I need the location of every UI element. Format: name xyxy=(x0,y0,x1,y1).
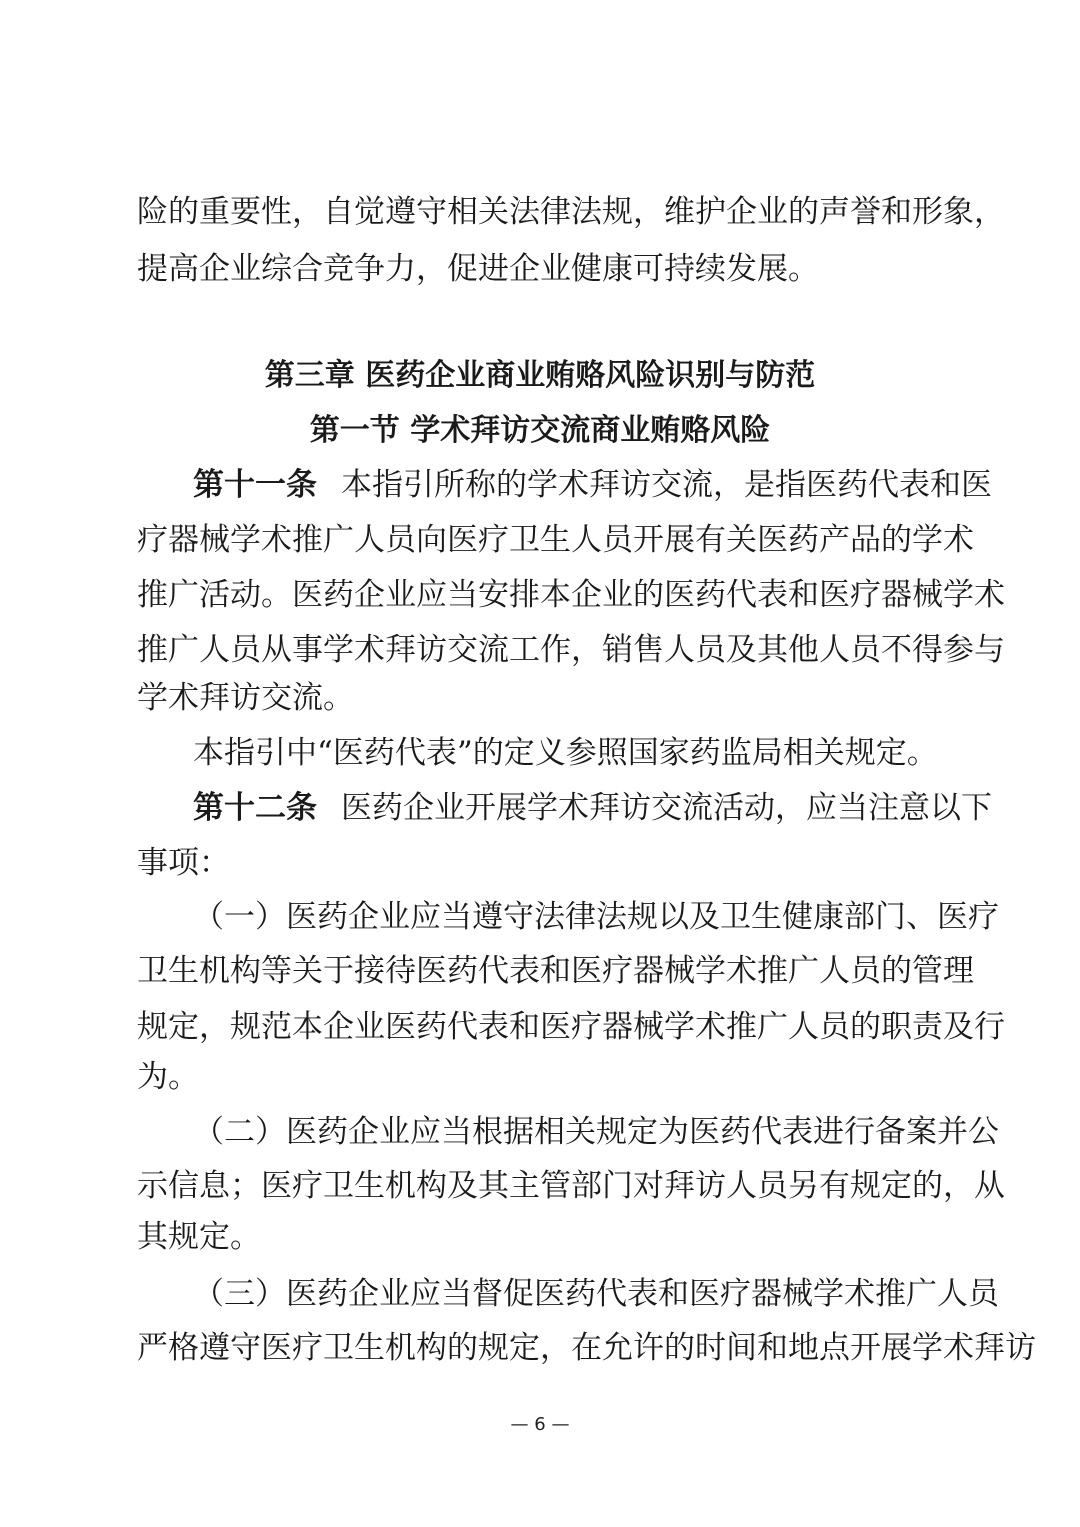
item-1-line-1: （一）医药企业应当遵守法律法规以及卫生健康部门、医疗 xyxy=(193,899,999,935)
article-11-line-3: 推广活动。医药企业应当安排本企业的医药代表和医疗器械学术 xyxy=(137,577,1005,613)
article-11-label: 第十一条 xyxy=(193,467,317,503)
intro-line-2: 提高企业综合竞争力，促进企业健康可持续发展。 xyxy=(137,251,819,287)
page-number: — 6 — xyxy=(510,1414,570,1435)
intro-line-1: 险的重要性，自觉遵守相关法律法规，维护企业的声誉和形象， xyxy=(137,194,1005,230)
definition-note: 本指引中“医药代表”的定义参照国家药监局相关规定。 xyxy=(193,735,938,771)
article-12-text-1: 医药企业开展学术拜访交流活动，应当注意以下 xyxy=(341,790,992,826)
section-title: 第一节 学术拜访交流商业贿赂风险 xyxy=(309,413,771,448)
article-11-line-4: 推广人员从事学术拜访交流工作，销售人员及其他人员不得参与 xyxy=(137,632,1005,668)
item-2-line-2: 示信息；医疗卫生机构及其主管部门对拜访人员另有规定的，从 xyxy=(137,1168,1005,1204)
article-12-line-2: 事项： xyxy=(137,845,230,881)
article-11-line-2: 疗器械学术推广人员向医疗卫生人员开展有关医药产品的学术 xyxy=(137,522,974,558)
item-2-line-1: （二）医药企业应当根据相关规定为医药代表进行备案并公 xyxy=(193,1114,999,1150)
item-3-line-1: （三）医药企业应当督促医药代表和医疗器械学术推广人员 xyxy=(193,1276,999,1312)
item-1-line-2: 卫生机构等关于接待医药代表和医疗器械学术推广人员的管理 xyxy=(137,953,974,989)
article-11-line-5: 学术拜访交流。 xyxy=(137,680,354,716)
item-1-line-4: 为。 xyxy=(137,1059,199,1095)
article-11-line-1 xyxy=(193,465,992,505)
item-2-line-3: 其规定。 xyxy=(137,1219,261,1255)
chapter-title: 第三章 医药企业商业贿赂风险识别与防范 xyxy=(264,358,816,393)
item-3-line-2: 严格遵守医疗卫生机构的规定，在允许的时间和地点开展学术拜访 xyxy=(137,1330,1036,1366)
article-12-line-1 xyxy=(193,788,992,828)
article-11-text-1: 本指引所称的学术拜访交流，是指医药代表和医 xyxy=(341,467,992,503)
item-1-line-3: 规定，规范本企业医药代表和医疗器械学术推广人员的职责及行 xyxy=(137,1009,1005,1045)
article-12-label: 第十二条 xyxy=(193,790,317,826)
